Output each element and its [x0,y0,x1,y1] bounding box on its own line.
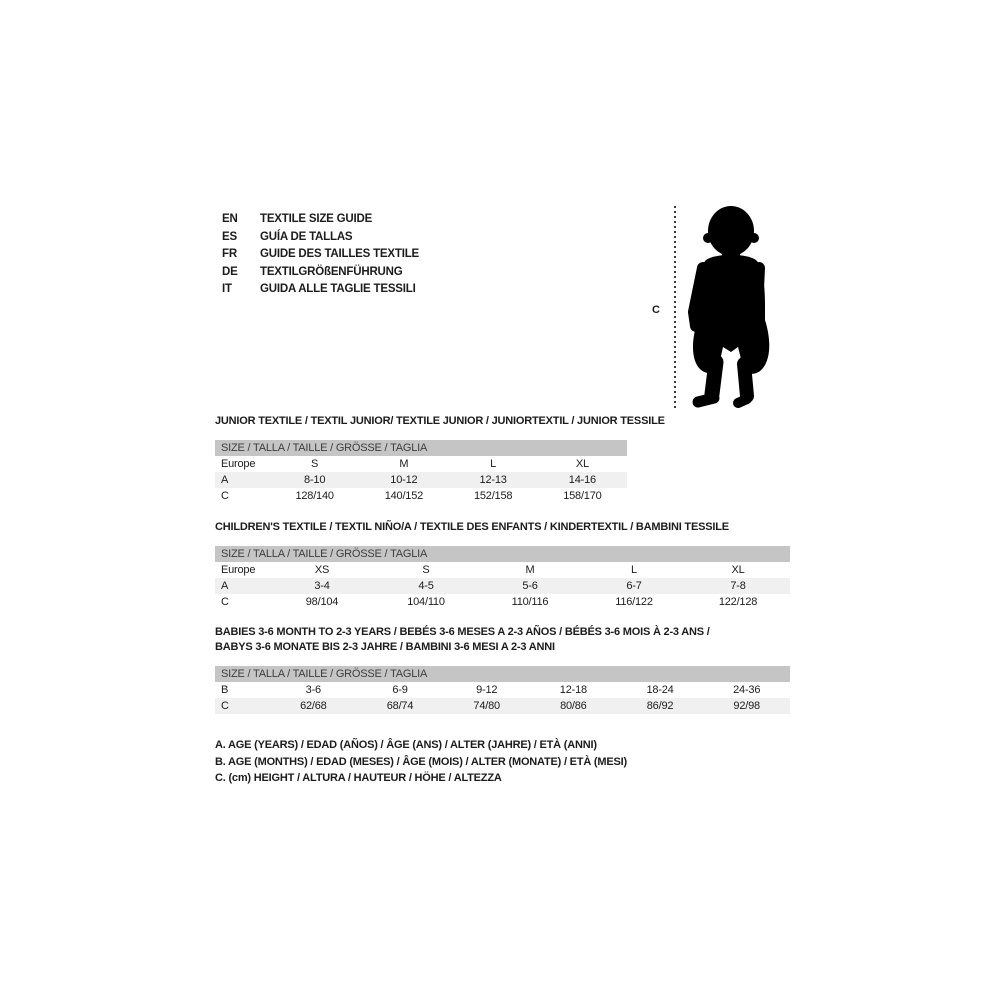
section-title: CHILDREN'S TEXTILE / TEXTIL NIÑO/A / TEXTILE DES ENFANTS / KINDERTEXTIL / BAMBINI TESSILE [215,521,729,533]
legend-language-code: FR [222,248,237,261]
legend-language-code: ES [222,230,237,243]
row-cell: 86/92 [646,700,674,712]
row-cell: 110/116 [511,596,549,608]
legend-language-code: EN [222,213,238,225]
table-row [215,562,790,578]
row-cell: 5-6 [522,580,538,592]
height-dotted-line [674,206,676,408]
size-bar-label: SIZE / TALLA / TAILLE / GRÖSSE / TAGLIA [215,440,627,456]
size-table [215,562,790,610]
row-cell: 14-16 [568,474,596,486]
row-cell: XS [314,564,330,576]
row-label: A [221,580,229,592]
row-label: Europe [221,564,256,576]
footnote-line: B. AGE (MONTHS) / EDAD (MESES) / ÂGE (MOIS) / ALTER (MONATE) / ETÀ (MESI) [215,755,627,768]
language-legend [222,211,419,299]
row-cell: 68/74 [386,700,414,712]
row-cell: 10-12 [390,474,418,486]
row-cell: 80/86 [560,700,587,712]
row-cell: L [490,458,497,470]
size-table-section [215,414,665,504]
section-title: BABIES 3-6 MONTH TO 2-3 YEARS / BEBÉS 3-6 MESES A 2-3 AÑOS / BÉBÉS 3-6 MOIS À 2-3 ANS / [215,626,710,638]
legend-row [222,246,419,264]
row-label: C [221,490,229,502]
section-title: JUNIOR TEXTILE / TEXTIL JUNIOR/ TEXTILE JUNIOR / JUNIORTEXTIL / JUNIOR TESSILE [215,415,665,427]
legend-language-text: GUÍA DE TALLAS [260,230,353,243]
row-cell: 158/170 [563,490,602,502]
table-row [215,472,627,488]
size-table-section [215,520,790,610]
height-measure-label: C [652,304,660,316]
row-cell: 98/104 [305,596,339,608]
row-label: Europe [221,458,256,470]
table-row [215,456,627,472]
table-row [215,578,790,594]
size-table-section [215,625,790,714]
row-cell: 12-18 [559,684,587,696]
row-label: C [221,700,229,712]
row-cell: S [311,458,319,470]
legend-row [222,264,419,282]
row-cell: S [422,564,430,576]
footnotes [215,737,627,787]
table-row [215,488,627,504]
row-label: A [221,474,229,486]
row-cell: XL [731,564,745,576]
row-cell: 74/80 [473,700,500,712]
row-cell: 128/140 [295,490,334,502]
row-cell: 7-8 [730,580,746,592]
footnote-line: A. AGE (YEARS) / EDAD (AÑOS) / ÂGE (ANS) / ALTER (JAHRE) / ETÀ (ANNI) [215,739,597,751]
row-cell: 152/158 [473,490,513,502]
legend-language-text: TEXTILE SIZE GUIDE [260,213,373,225]
row-cell: 12-13 [479,474,507,486]
legend-language-text: GUIDA ALLE TAGLIE TESSILI [260,283,416,296]
row-cell: 9-12 [476,684,498,696]
row-cell: 4-5 [418,580,434,592]
size-bar-label: SIZE / TALLA / TAILLE / GRÖSSE / TAGLIA [215,666,790,682]
row-cell: L [631,564,637,576]
row-cell: M [525,564,535,576]
row-cell: 3-6 [305,684,321,696]
row-cell: M [399,458,409,470]
legend-row [222,229,419,247]
row-cell: 6-7 [626,580,642,592]
section-title: BABYS 3-6 MONATE BIS 2-3 JAHRE / BAMBINI 3-6 MESI A 2-3 ANNI [215,641,555,653]
legend-language-code: IT [222,283,232,296]
row-cell: 3-4 [314,580,330,592]
table-row [215,682,790,698]
row-cell: 6-9 [392,684,408,696]
size-table [215,456,627,504]
table-row [215,698,790,714]
figure [650,200,790,415]
legend-language-text: TEXTILGRÖßENFÜHRUNG [260,265,403,278]
legend-language-text: GUIDE DES TAILLES TEXTILE [260,248,419,261]
row-label: C [221,596,229,608]
row-cell: 24-36 [733,684,761,696]
legend-language-code: DE [222,265,238,278]
toddler-silhouette-icon [686,204,778,410]
size-table [215,682,790,714]
row-cell: 104/110 [407,596,445,608]
row-cell: 62/68 [300,700,327,712]
size-bar-label: SIZE / TALLA / TAILLE / GRÖSSE / TAGLIA [215,546,790,562]
legend-row [222,211,419,229]
row-cell: 18-24 [646,684,674,696]
row-cell: 140/152 [384,490,424,502]
row-cell: 122/128 [718,596,758,608]
row-cell: 116/122 [615,596,653,608]
row-label: B [221,684,229,696]
table-row [215,594,790,610]
legend-row [222,281,419,299]
row-cell: 8-10 [304,474,326,486]
footnote-line: C. (cm) HEIGHT / ALTURA / HAUTEUR / HÖHE / ALTEZZA [215,772,502,784]
row-cell: XL [575,458,589,470]
row-cell: 92/98 [733,700,760,712]
